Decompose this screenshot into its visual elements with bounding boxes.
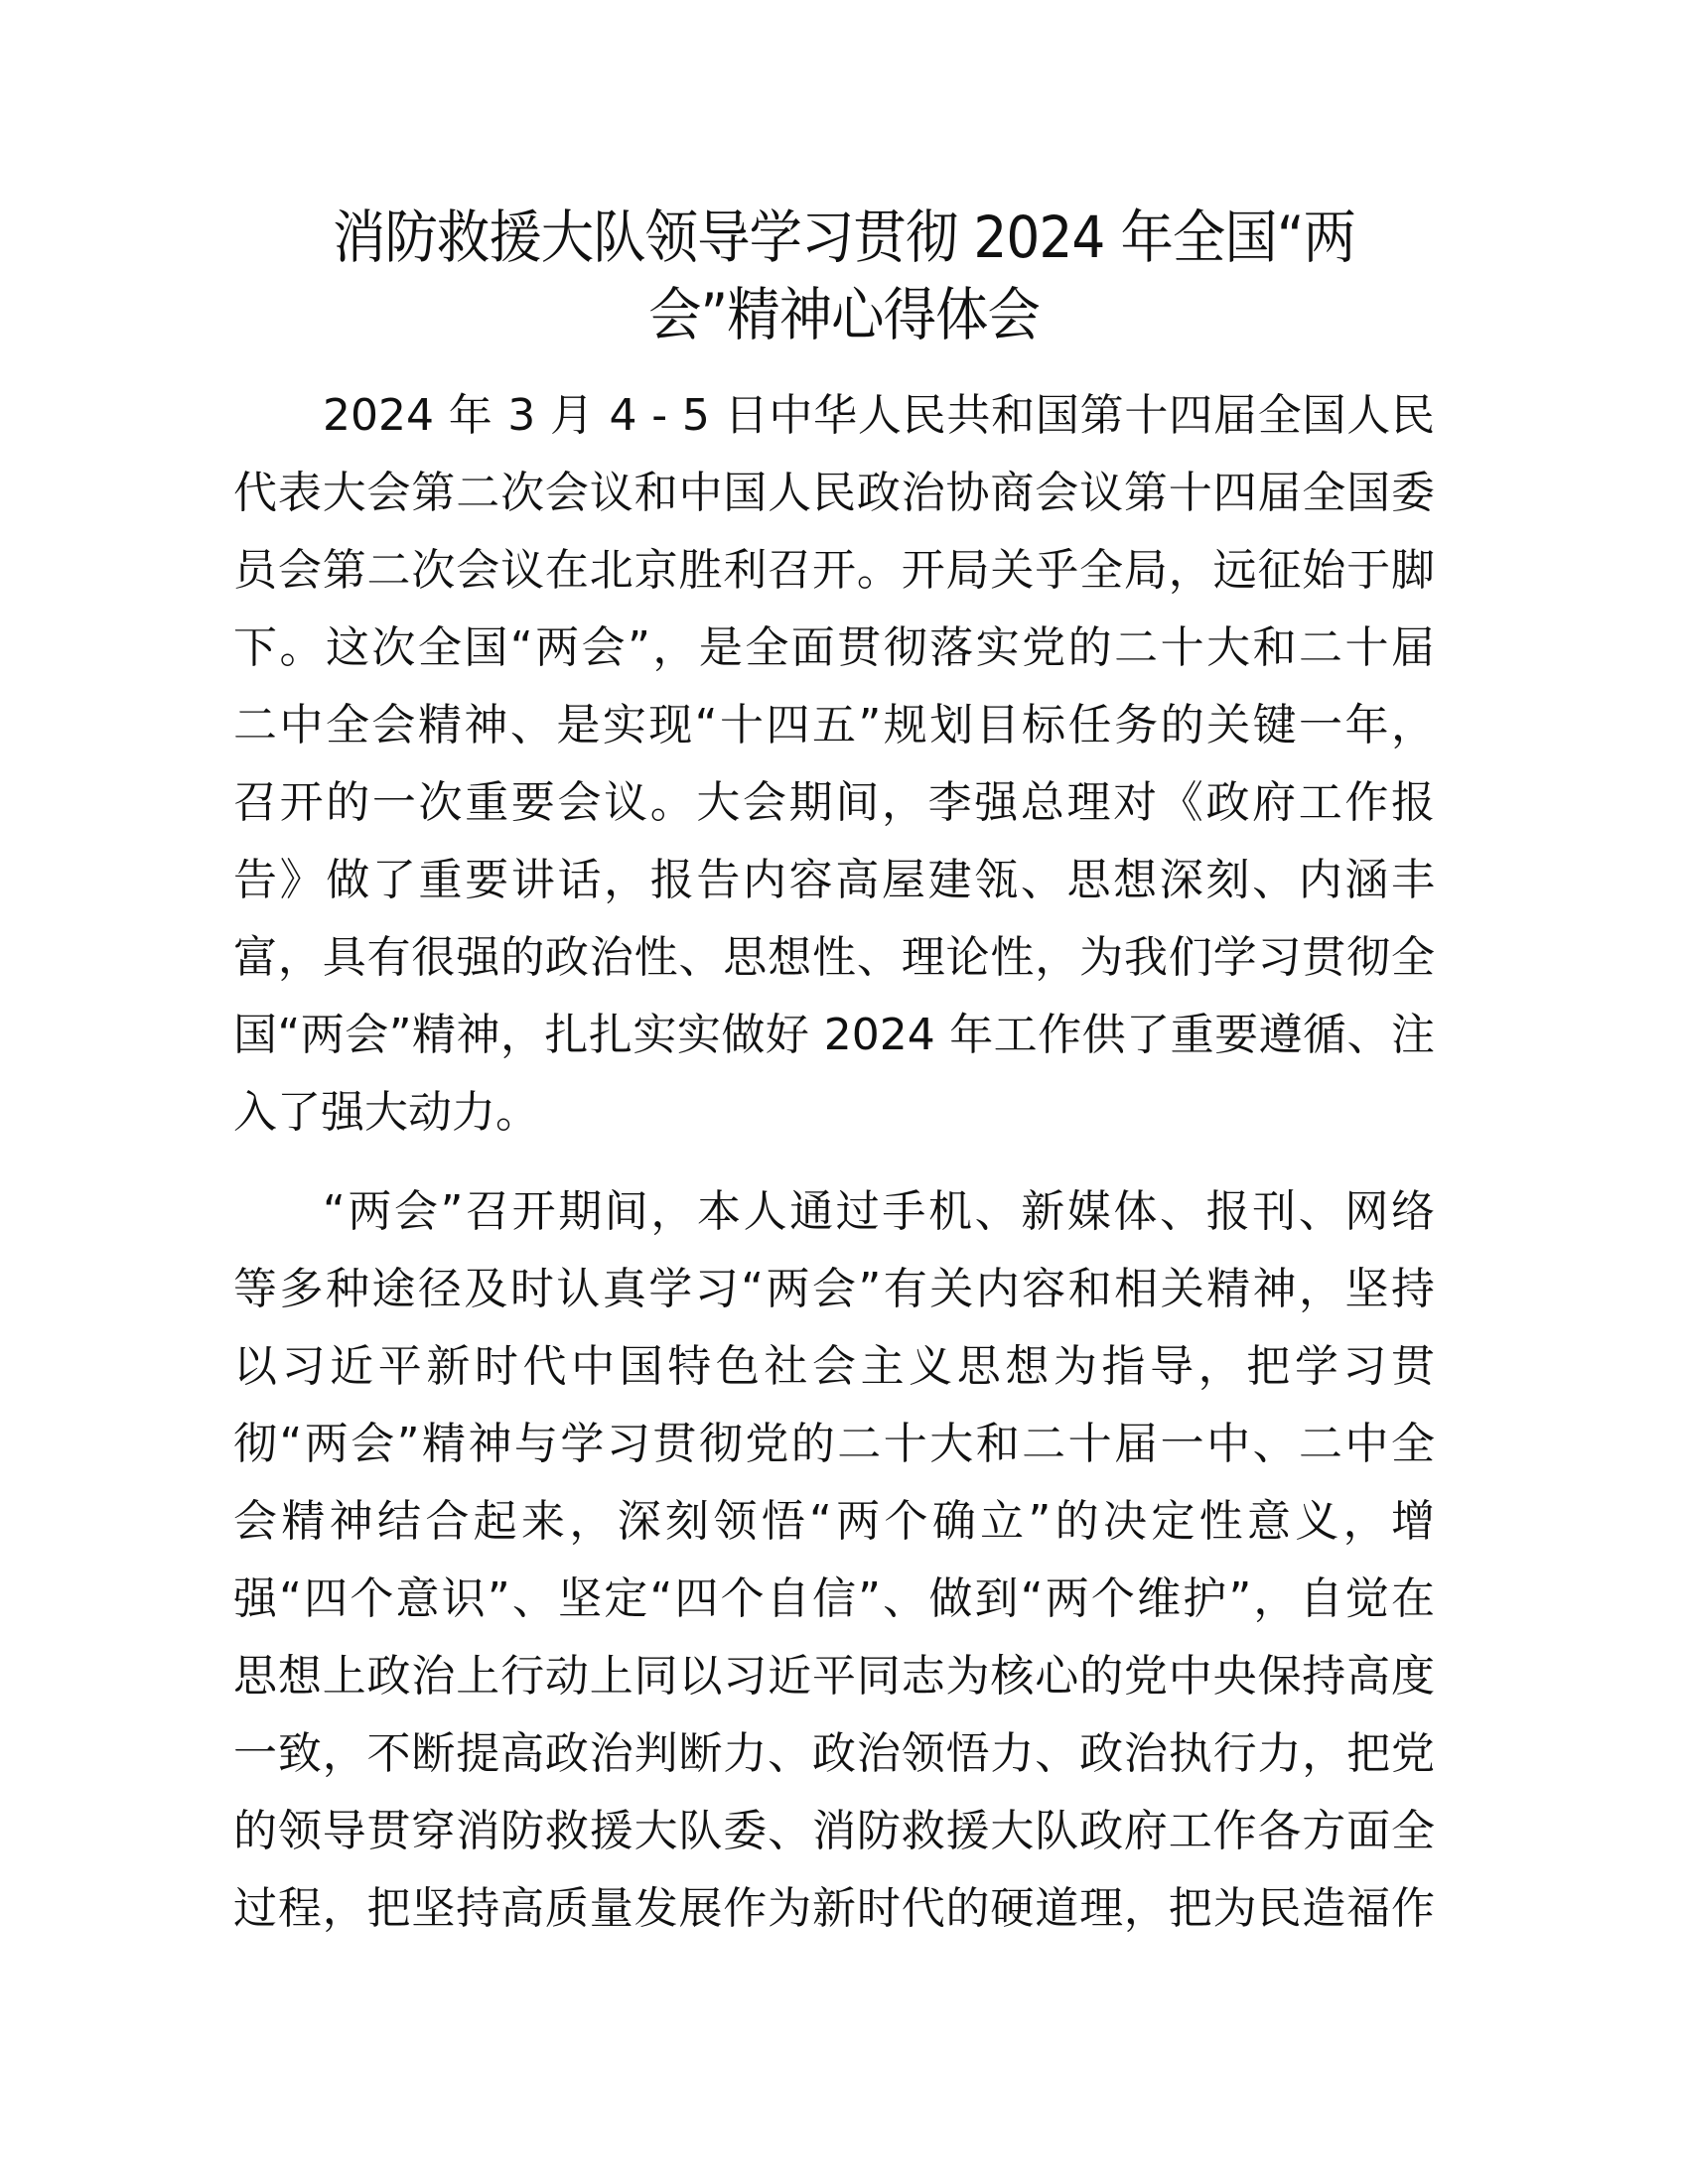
text-line: 2024 年 3 月 4 - 5 日中华人民共和国第十四届全国人民 bbox=[323, 390, 1435, 441]
text-line: 告》做了重要讲话，报告内容高屋建瓴、思想深刻、内涵丰 bbox=[233, 855, 1435, 905]
text-line: 过程，把坚持高质量发展作为新时代的硬道理，把为民造福作 bbox=[233, 1883, 1435, 1934]
text-line: 彻“两会”精神与学习贯彻党的二十大和二十届一中、二中全 bbox=[233, 1419, 1435, 1469]
text-line: 国“两会”精神，扎扎实实做好 2024 年工作供了重要遵循、注 bbox=[233, 1010, 1435, 1060]
text-line: 强“四个意识”、坚定“四个自信”、做到“两个维护”，自觉在 bbox=[233, 1573, 1435, 1624]
text-line: 员会第二次会议在北京胜利召开。开局关乎全局，远征始于脚 bbox=[233, 545, 1435, 596]
text-line: “两会”召开期间，本人通过手机、新媒体、报刊、网络 bbox=[323, 1186, 1435, 1237]
text-line: 二中全会精神、是实现“十四五”规划目标任务的关键一年， bbox=[233, 700, 1435, 751]
text-line: 会精神结合起来，深刻领悟“两个确立”的决定性意义，增 bbox=[233, 1496, 1435, 1547]
paragraph-2 bbox=[233, 1173, 1435, 1948]
text-line: 等多种途径及时认真学习“两会”有关内容和相关精神，坚持 bbox=[233, 1264, 1435, 1314]
text-line: 富，具有很强的政治性、思想性、理论性，为我们学习贯彻全 bbox=[233, 932, 1435, 983]
document-body bbox=[233, 377, 1435, 1948]
text-line: 一致，不断提高政治判断力、政治领悟力、政治执行力，把党 bbox=[233, 1728, 1435, 1779]
paragraph-spacer bbox=[233, 1152, 1435, 1173]
title-line: 消防救援大队领导学习贯彻 2024 年全国“两 bbox=[333, 204, 1355, 271]
document-title bbox=[282, 199, 1406, 353]
text-line: 以习近平新时代中国特色社会主义思想为指导，把学习贯 bbox=[233, 1341, 1435, 1392]
title-line: 会”精神心得体会 bbox=[648, 281, 1040, 348]
text-line: 召开的一次重要会议。大会期间，李强总理对《政府工作报 bbox=[233, 777, 1435, 828]
text-line: 下。这次全国“两会”，是全面贯彻落实党的二十大和二十届 bbox=[233, 622, 1435, 673]
paragraph-1 bbox=[233, 377, 1435, 1152]
text-line: 的领导贯穿消防救援大队委、消防救援大队政府工作各方面全 bbox=[233, 1806, 1435, 1856]
text-line: 代表大会第二次会议和中国人民政治协商会议第十四届全国委 bbox=[233, 468, 1435, 518]
text-line: 思想上政治上行动上同以习近平同志为核心的党中央保持高度 bbox=[233, 1651, 1435, 1702]
text-line: 入了强大动力。 bbox=[233, 1087, 539, 1138]
